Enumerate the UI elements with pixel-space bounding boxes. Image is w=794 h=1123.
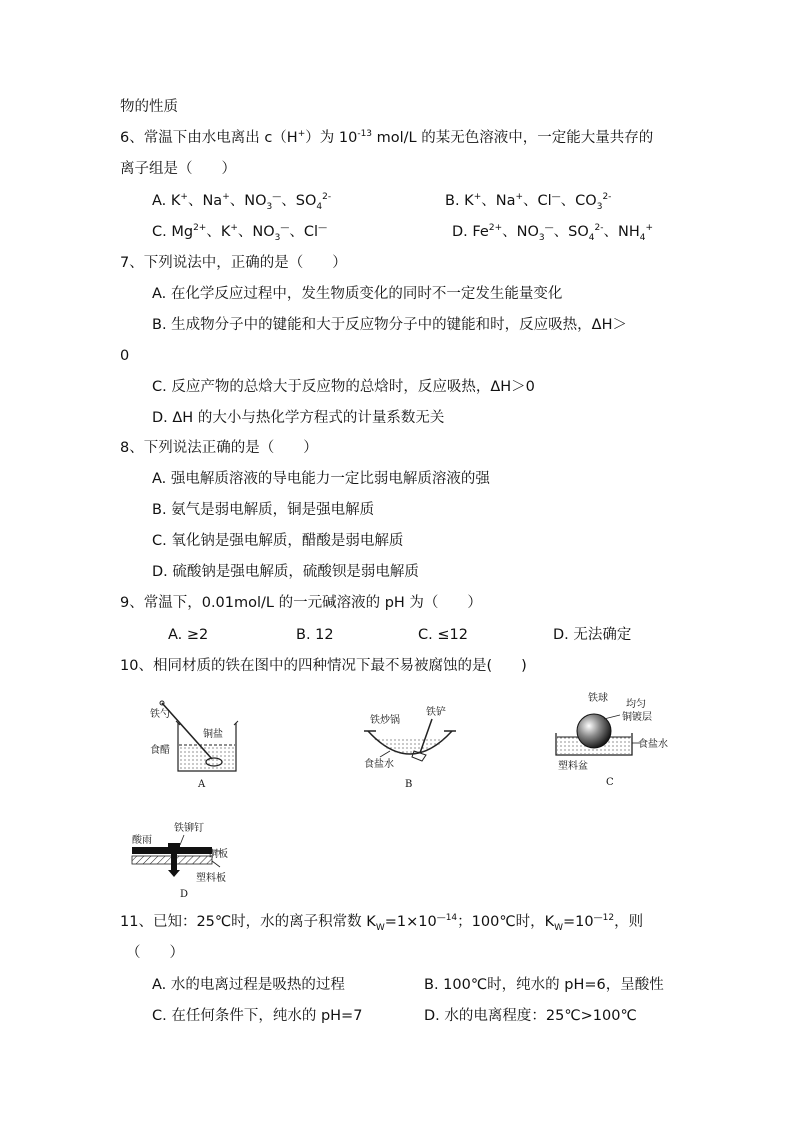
figure-b-wok: [350, 695, 465, 795]
q6-stem-line2: 离子组是（ ）: [120, 161, 236, 177]
figure-d-rivet: [128, 815, 258, 905]
q11-option-c: C. 在任何条件下，纯水的 pH=7: [152, 1008, 363, 1024]
q8-option-d: D. 硫酸钠是强电解质，硫酸钡是弱电解质: [152, 564, 419, 580]
intro-text: 物的性质: [120, 99, 178, 115]
fig-c-label-pen: 塑料盆: [558, 761, 588, 772]
q8-option-c: C. 氧化钠是强电解质，醋酸是弱电解质: [152, 533, 404, 549]
q11-option-b: B. 100℃时，纯水的 pH=6，呈酸性: [424, 977, 664, 993]
fig-d-label-maoding: 铁铆钉: [174, 823, 204, 834]
fig-b-letter: B: [405, 779, 413, 790]
fig-a-label-shicu: 食醋: [150, 745, 170, 756]
q9-stem: 9、常温下，0.01mol/L 的一元碱溶液的 pH 为（ ）: [120, 595, 482, 611]
q9-option-d: D. 无法确定: [553, 627, 632, 643]
q7-option-b: B. 生成物分子中的键能和大于反应物分子中的键能和时，反应吸热，ΔH＞: [152, 317, 627, 333]
q6-option-c: C. $Mg^{2+}$、K+、$NO_3^—$、Cl—: [152, 223, 328, 243]
q9-option-c: C. ≤12: [418, 627, 468, 643]
q10-stem: 10、相同材质的铁在图中的四种情况下最不易被腐蚀的是( ): [120, 658, 527, 674]
fig-c-label-junyun: 均匀: [626, 699, 646, 710]
q11-stem-line1: 11、已知：25℃时，水的离子积常数 $K_W=1\times 10^{—14}$；100℃时，$K_W=10^{—12}$，则: [120, 913, 644, 933]
fig-b-label-shui: 食盐水: [364, 759, 394, 770]
q7-option-b-cont: 0: [120, 348, 130, 364]
fig-d-label-suliao: 塑料板: [196, 873, 226, 884]
q8-option-b: B. 氨气是弱电解质，铜是强电解质: [152, 502, 375, 518]
q7-option-c: C. 反应产物的总焓大于反应物的总焓时，反应吸热，ΔH＞0: [152, 379, 535, 395]
q11-option-a: A. 水的电离过程是吸热的过程: [152, 977, 345, 993]
q6-option-a: A. K+、Na+、$NO_3^—$、$SO_4^{2-}$: [152, 192, 332, 212]
q7-stem: 7、下列说法中，正确的是（ ）: [120, 255, 347, 271]
figure-c-ball: [548, 685, 678, 790]
q8-option-a: A. 强电解质溶液的导电能力一定比弱电解质溶液的强: [152, 471, 490, 487]
q6-option-d: D. $Fe^{2+}$、$NO_3^—$、$SO_4^{2-}$、$NH_4^+$: [452, 223, 654, 243]
q9-option-a: A. ≥2: [168, 627, 209, 643]
q6-stem-line1: 6、常温下由水电离出 c（H+）为 $10^{-13}$ mol/L 的某无色溶液中，一定能大量共存的: [120, 129, 654, 146]
q7-option-d: D. ΔH 的大小与热化学方程式的计量系数无关: [152, 410, 445, 426]
fig-d-letter: D: [180, 889, 189, 900]
q6-option-b: B. K+、Na+、Cl—、$CO_3^{2-}$: [445, 192, 612, 212]
q11-stem-line2: （ ）: [126, 945, 184, 961]
q9-option-b: B. 12: [296, 627, 334, 643]
figure-a-beaker: [140, 695, 250, 795]
q7-option-a: A. 在化学反应过程中，发生物质变化的同时不一定发生能量变化: [152, 286, 563, 302]
fig-a-label-tie: 铁勺: [150, 709, 170, 720]
fig-c-label-shui: 食盐水: [638, 739, 668, 750]
fig-b-label-chan: 铁铲: [426, 707, 446, 718]
fig-d-label-tongban: 铜板: [208, 849, 228, 860]
fig-a-label-tongyan: 铜盐: [203, 729, 223, 740]
fig-c-label-dutong: 铜镀层: [622, 712, 652, 723]
fig-b-label-guo: 铁炒锅: [370, 715, 400, 726]
fig-d-label-suanyu: 酸雨: [132, 835, 152, 846]
fig-c-letter: C: [606, 777, 614, 788]
fig-a-letter: A: [198, 779, 206, 790]
fig-c-label-qiu: 铁球: [588, 693, 608, 704]
q11-option-d: D. 水的电离程度：25℃>100℃: [424, 1008, 637, 1024]
q8-stem: 8、下列说法正确的是（ ）: [120, 440, 318, 456]
